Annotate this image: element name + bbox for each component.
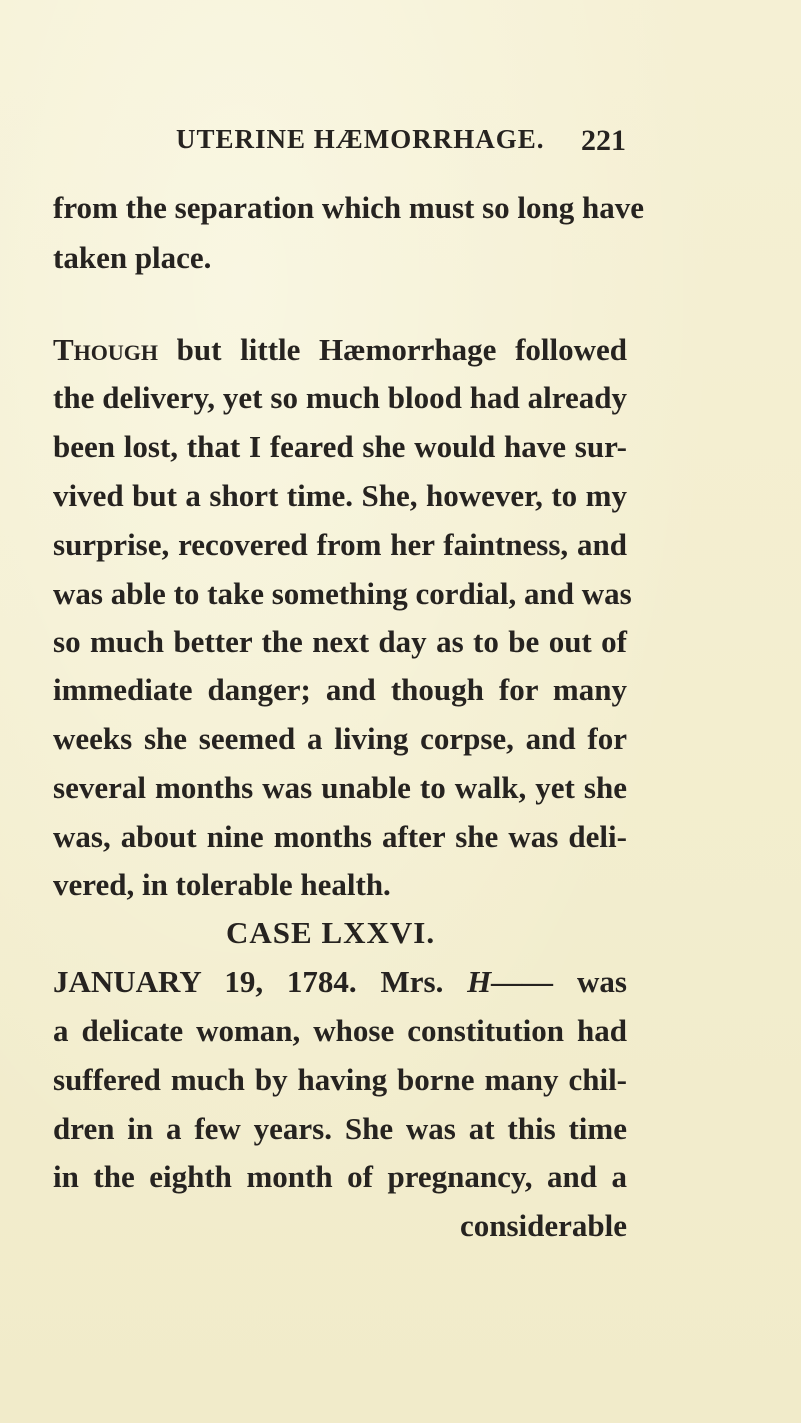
text-fragment: but little Hæmorrhage followed (158, 332, 627, 367)
small-caps-opening: Though (53, 332, 159, 367)
text-line: from the separation which must so long have (53, 190, 645, 225)
text-line: vered, in tolerable health. (53, 867, 391, 902)
text-line: in the eighth month of pregnancy, and a (53, 1159, 627, 1194)
text-line: surprise, recovered from her faintness, and (53, 527, 627, 562)
text-fragment: JANUARY 19, 1784. Mrs. (53, 964, 468, 999)
text-line: was able to take something cordial, and was (53, 576, 632, 611)
text-fragment: was (553, 964, 628, 999)
catchword: considerable (459, 1208, 627, 1243)
paragraph-first-line (53, 330, 627, 370)
text-line: immediate danger; and though for many (53, 672, 627, 707)
case-first-line (53, 962, 627, 1002)
running-title: UTERINE HÆMORRHAGE. (176, 124, 545, 154)
page-number: 221 (581, 124, 626, 157)
patient-name: H—— (467, 964, 554, 999)
text-line: been lost, that I feared she would have sur- (53, 429, 627, 464)
page-header (176, 124, 626, 168)
case-heading: CASE LXXVI. (226, 915, 436, 950)
text-line: was, about nine months after she was deli- (53, 819, 627, 854)
text-line: so much better the next day as to be out of (53, 624, 627, 659)
text-line: several months was unable to walk, yet she (53, 770, 627, 805)
text-line: taken place. (53, 240, 212, 275)
text-line: the delivery, yet so much blood had already (53, 380, 627, 415)
text-line: vived but a short time. She, however, to my (53, 478, 627, 513)
text-line: dren in a few years. She was at this time (53, 1111, 627, 1146)
text-line: a delicate woman, whose constitution had (53, 1013, 627, 1048)
text-line: suffered much by having borne many chil- (53, 1062, 627, 1097)
text-line: weeks she seemed a living corpse, and for (53, 721, 627, 756)
